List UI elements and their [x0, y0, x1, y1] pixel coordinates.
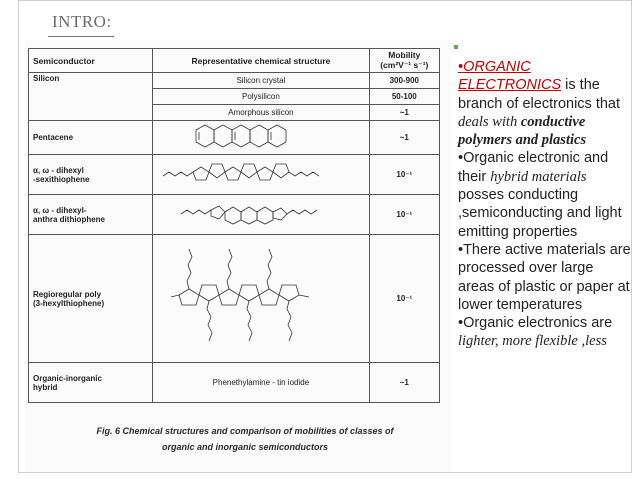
- organic-electronics-highlight: •ORGANIC ELECTRONICS: [458, 59, 562, 94]
- pentacene-structure-icon: [186, 123, 336, 151]
- row-name-sexithiophene: [29, 155, 153, 195]
- bullet2-text-a: •Organic electronic and their: [458, 150, 609, 185]
- row-name-anthradithiophene: [29, 195, 153, 235]
- structure-silicon-crystal: Silicon crystal: [153, 73, 369, 89]
- mobility-polysilicon: 50-100: [369, 89, 439, 105]
- table-row: [29, 73, 440, 89]
- structure-p3ht: [153, 235, 369, 363]
- table-row: [29, 363, 440, 403]
- structure-sexithiophene: [153, 155, 369, 195]
- header-semiconductor: Semiconductor: [29, 49, 153, 73]
- bullet-active-materials: •There active materials are processed over large areas of plastic or paper at lower temperatures: [458, 241, 631, 313]
- mobility-pentacene: ~1: [369, 121, 439, 155]
- header-mobility: Mobility (cm²V⁻¹ s⁻¹): [369, 49, 439, 73]
- mobility-amorphous-silicon: ~1: [369, 105, 439, 121]
- caption-line1: Fig. 6 Chemical structures and comparison of mobilities of classes of: [96, 426, 394, 436]
- mobility-anthradithiophene: 10⁻¹: [369, 195, 439, 235]
- p3ht-name-line2: (3-hexylthiophene): [33, 298, 105, 308]
- structure-pentacene: [153, 121, 369, 155]
- structure-hybrid: Phenethylamine - tin iodide: [153, 363, 369, 403]
- table-header-row: [29, 49, 440, 73]
- row-name-p3ht: [29, 235, 153, 363]
- bullet-hybrid-materials: [458, 149, 633, 240]
- semiconductor-figure: [25, 40, 451, 472]
- p3ht-name-line1: Regioregular poly: [33, 289, 102, 299]
- bullet1-handwritten: deals with: [458, 113, 521, 130]
- bullet1-text: is the branch of electronics that: [458, 77, 621, 112]
- table-row: [29, 235, 440, 363]
- sexithiophene-name-line2: -sexithiophene: [33, 174, 90, 184]
- anthradithiophene-structure-icon: [161, 198, 361, 230]
- table-row: [29, 121, 440, 155]
- p3ht-structure-icon: [161, 237, 361, 359]
- mobility-table: [28, 48, 440, 403]
- row-name-hybrid: [29, 363, 153, 403]
- bullet1-handwritten-bold: conductive polymers and plastics: [458, 113, 587, 149]
- intro-text-column: [458, 58, 633, 351]
- mobility-sexithiophene: 10⁻¹: [369, 155, 439, 195]
- bullet2-handwritten: hybrid materials: [490, 168, 587, 185]
- structure-anthradithiophene: [153, 195, 369, 235]
- sexithiophene-name-line1: α, ω - dihexyl: [33, 165, 84, 175]
- title-underline: [48, 36, 114, 37]
- bullet-organic-electronics: [458, 58, 633, 149]
- row-name-pentacene: Pentacene: [29, 121, 153, 155]
- sexithiophene-structure-icon: [161, 158, 361, 190]
- anthra-name-line2: anthra dithiophene: [33, 214, 105, 224]
- figure-caption: [45, 423, 445, 455]
- mobility-p3ht: 10⁻¹: [369, 235, 439, 363]
- structure-amorphous-silicon: Amorphous silicon: [153, 105, 369, 121]
- hybrid-name-line2: hybrid: [33, 382, 58, 392]
- structure-polysilicon: Polysilicon: [153, 89, 369, 105]
- mobility-silicon-crystal: 300-900: [369, 73, 439, 89]
- mobility-hybrid: ~1: [369, 363, 439, 403]
- bullet2-text-b: posses conducting ,semiconducting and light emitting properties: [458, 187, 622, 240]
- caption-line2: organic and inorganic semiconductors: [161, 442, 329, 452]
- table-row: [29, 195, 440, 235]
- slide-title: INTRO:: [52, 12, 112, 31]
- anthra-name-line1: α, ω - dihexyl-: [33, 205, 87, 215]
- header-structure: Representative chemical structure: [153, 49, 369, 73]
- row-name-silicon: Silicon: [29, 73, 153, 121]
- green-bullet-icon: [454, 45, 458, 49]
- bullet4-text: •Organic electronics are: [458, 315, 613, 332]
- bullet-lighter-flexible: [458, 314, 633, 351]
- table-row: [29, 155, 440, 195]
- bullet4-handwritten: lighter, more flexible ,less: [458, 333, 607, 350]
- hybrid-name-line1: Organic-inorganic: [33, 373, 102, 383]
